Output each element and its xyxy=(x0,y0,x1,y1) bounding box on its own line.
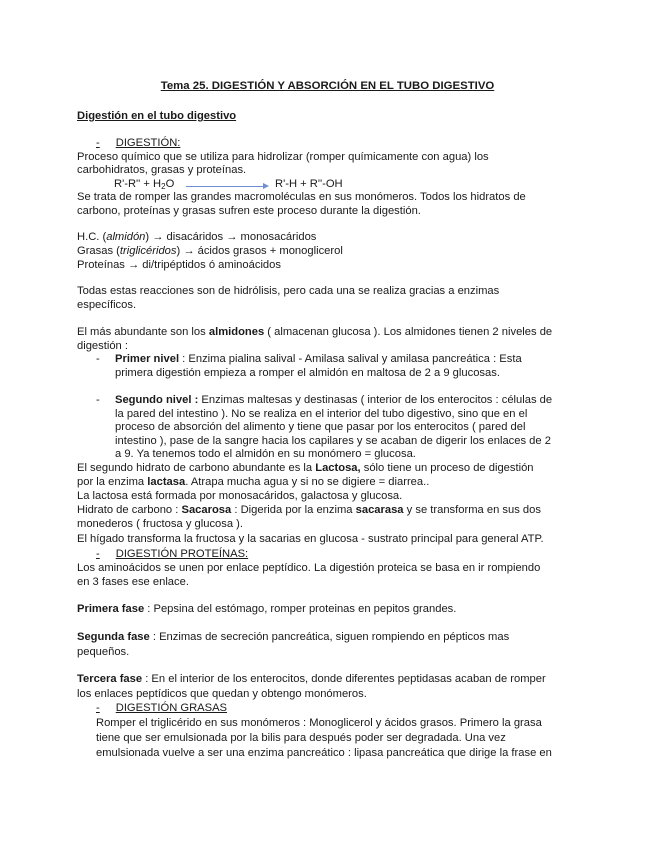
reaction-arrow xyxy=(186,186,264,187)
text: sólo tiene un proceso de digestión xyxy=(360,462,534,474)
first-phase xyxy=(77,602,456,616)
paragraph-line: emulsionada vuelve a ser una enzima pancreático : lipasa pancreática que dirige la frase en xyxy=(96,747,552,759)
equation-subscript: 2 xyxy=(161,182,166,191)
text: por la enzima xyxy=(77,476,148,488)
reaction-arrow-head xyxy=(263,183,269,189)
paragraph-line xyxy=(77,461,534,475)
fats-heading-text: DIGESTIÓN GRASAS xyxy=(115,702,228,714)
text: Enzimas maltesas y destinasas ( interior de los enterocitos : células de xyxy=(198,394,553,406)
paragraph-line: Se trata de romper las grandes macromoléculas en sus monómeros. Todos los hidratos de xyxy=(77,191,526,203)
fat-reaction xyxy=(77,244,343,258)
bold-term: sacarasa xyxy=(355,504,404,516)
text: y se transforma en sus dos xyxy=(403,504,541,516)
text: : Enzima pialina salival - Amilasa salival y amilasa pancreática : Esta xyxy=(179,353,522,365)
paragraph-line: en 3 fases ese enlace. xyxy=(77,576,189,588)
text: : Enzimas de secreción pancreática, siguen rompiendo en pépticos mas xyxy=(149,631,510,643)
page-title: Tema 25. DIGESTIÓN Y ABSORCIÓN EN EL TUBO DIGESTIVO xyxy=(160,80,495,92)
hydrolysis-equation-right: R'-H + R''-OH xyxy=(275,178,343,190)
proteins-subheading xyxy=(96,547,248,561)
section-heading: Digestión en el tubo digestivo xyxy=(77,110,237,122)
text: ( almacenan glucosa ). Los almidones tienen 2 niveles de xyxy=(264,326,553,338)
third-phase xyxy=(77,672,546,686)
bold-term: Segundo nivel : xyxy=(115,394,199,406)
paragraph-line: La lactosa está formada por monosacáridos, galactosa y glucosa. xyxy=(77,490,403,502)
paragraph-line: intestino ), pase de la sangre hacia los capilares y se acaban de digerir los enlaces de 2 xyxy=(115,435,551,447)
paragraph-line: la pared del intestino ). No se realiza en el interior del tubo digestivo, sino que en el xyxy=(115,408,528,420)
bold-term: Primer nivel xyxy=(115,353,180,365)
paragraph-line: proceso de absorción del alimento y tiene que pasar por los enterocitos ( pared del xyxy=(115,421,526,433)
text: : Digerida por la enzima xyxy=(231,504,356,516)
paragraph-line: digestión : xyxy=(77,340,128,352)
equation-oxygen: O xyxy=(165,178,175,190)
paragraph-line: Romper el triglicérido en sus monómeros : Monoglicerol y ácidos grasos. Primero la grasa xyxy=(96,717,542,729)
proteins-heading-text: DIGESTIÓN PROTEÍNAS: xyxy=(115,548,249,560)
bullet: - xyxy=(96,702,100,714)
first-level-item xyxy=(115,352,522,366)
bold-term: almidones xyxy=(208,326,265,338)
text: Hidrato de carbono : xyxy=(77,504,182,516)
italic-term: triglicéridos xyxy=(119,245,177,257)
paragraph-line: carbohidratos, grasas y proteínas. xyxy=(77,164,247,176)
text: : Pepsina del estómago, romper proteinas en pepitos grandes. xyxy=(144,603,457,615)
text: H.C. ( xyxy=(77,231,107,243)
paragraph-line: pequeños. xyxy=(77,646,130,658)
bullet-dash: - xyxy=(96,353,100,365)
hc-reaction xyxy=(77,230,316,244)
paragraph-line: los enlaces peptídicos que quedan y obtengo monómeros. xyxy=(77,688,367,700)
paragraph-line: Proceso químico que se utiliza para hidrolizar (romper químicamente con agua) los xyxy=(77,151,489,163)
text: ) → ácidos grasos + monoglicerol xyxy=(176,245,343,257)
text: Grasas ( xyxy=(77,245,120,257)
bold-term: lactasa xyxy=(147,476,186,488)
bold-term: Sacarosa xyxy=(181,504,232,516)
text: El segundo hidrato de carbono abundante es la xyxy=(77,462,316,474)
bullet: - xyxy=(96,137,100,149)
paragraph-line: tiene que ser emulsionada por la bilis para después poder ser degradada. Una vez xyxy=(96,732,506,744)
text: . Atrapa mucha agua y si no se digiere = diarrea.. xyxy=(185,476,430,488)
paragraph-line xyxy=(77,325,552,339)
text: ) → disacáridos → monosacáridos xyxy=(145,231,317,243)
protein-reaction: Proteínas → di/tripéptidos ó aminoácidos xyxy=(77,259,281,271)
paragraph-line xyxy=(77,503,541,517)
bold-term: Tercera fase xyxy=(77,673,143,685)
paragraph-line: monederos ( fructosa y glucosa ). xyxy=(77,518,244,530)
paragraph-line: Los aminoácidos se unen por enlace peptídico. La digestión proteica se basa en ir rompiendo xyxy=(77,562,541,574)
paragraph-line: El hígado transforma la fructosa y la sacarias en glucosa - sustrato principal para general ATP. xyxy=(77,533,544,545)
second-phase xyxy=(77,630,509,644)
bold-term: Lactosa, xyxy=(315,462,361,474)
bullet: - xyxy=(96,548,100,560)
fats-subheading xyxy=(96,701,227,715)
equation-reactants: R'-R'' + H xyxy=(114,178,162,190)
bold-term: Primera fase xyxy=(77,603,145,615)
second-level-item xyxy=(115,393,552,407)
text: El más abundante son los xyxy=(77,326,209,338)
digestion-subheading xyxy=(96,136,180,150)
paragraph-line: carbono, proteínas y grasas sufren este proceso durante la digestión. xyxy=(77,205,421,217)
paragraph-line: a 9. Ya tenemos todo el almidón en su monómero = glucosa. xyxy=(115,448,416,460)
paragraph-line: específicos. xyxy=(77,299,137,311)
paragraph-line: Todas estas reacciones son de hidrólisis, pero cada una se realiza gracias a enzimas xyxy=(77,285,500,297)
paragraph-line: primera digestión empieza a romper el almidón en maltosa de 2 a 9 glucosas. xyxy=(115,367,500,379)
bullet-dash: - xyxy=(96,394,100,406)
digestion-heading-text: DIGESTIÓN: xyxy=(115,137,181,149)
italic-term: almidón xyxy=(106,231,146,243)
text: : En el interior de los enterocitos, donde diferentes peptidasas acaban de romper xyxy=(142,673,546,685)
paragraph-line xyxy=(77,475,429,489)
bold-term: Segunda fase xyxy=(77,631,150,643)
